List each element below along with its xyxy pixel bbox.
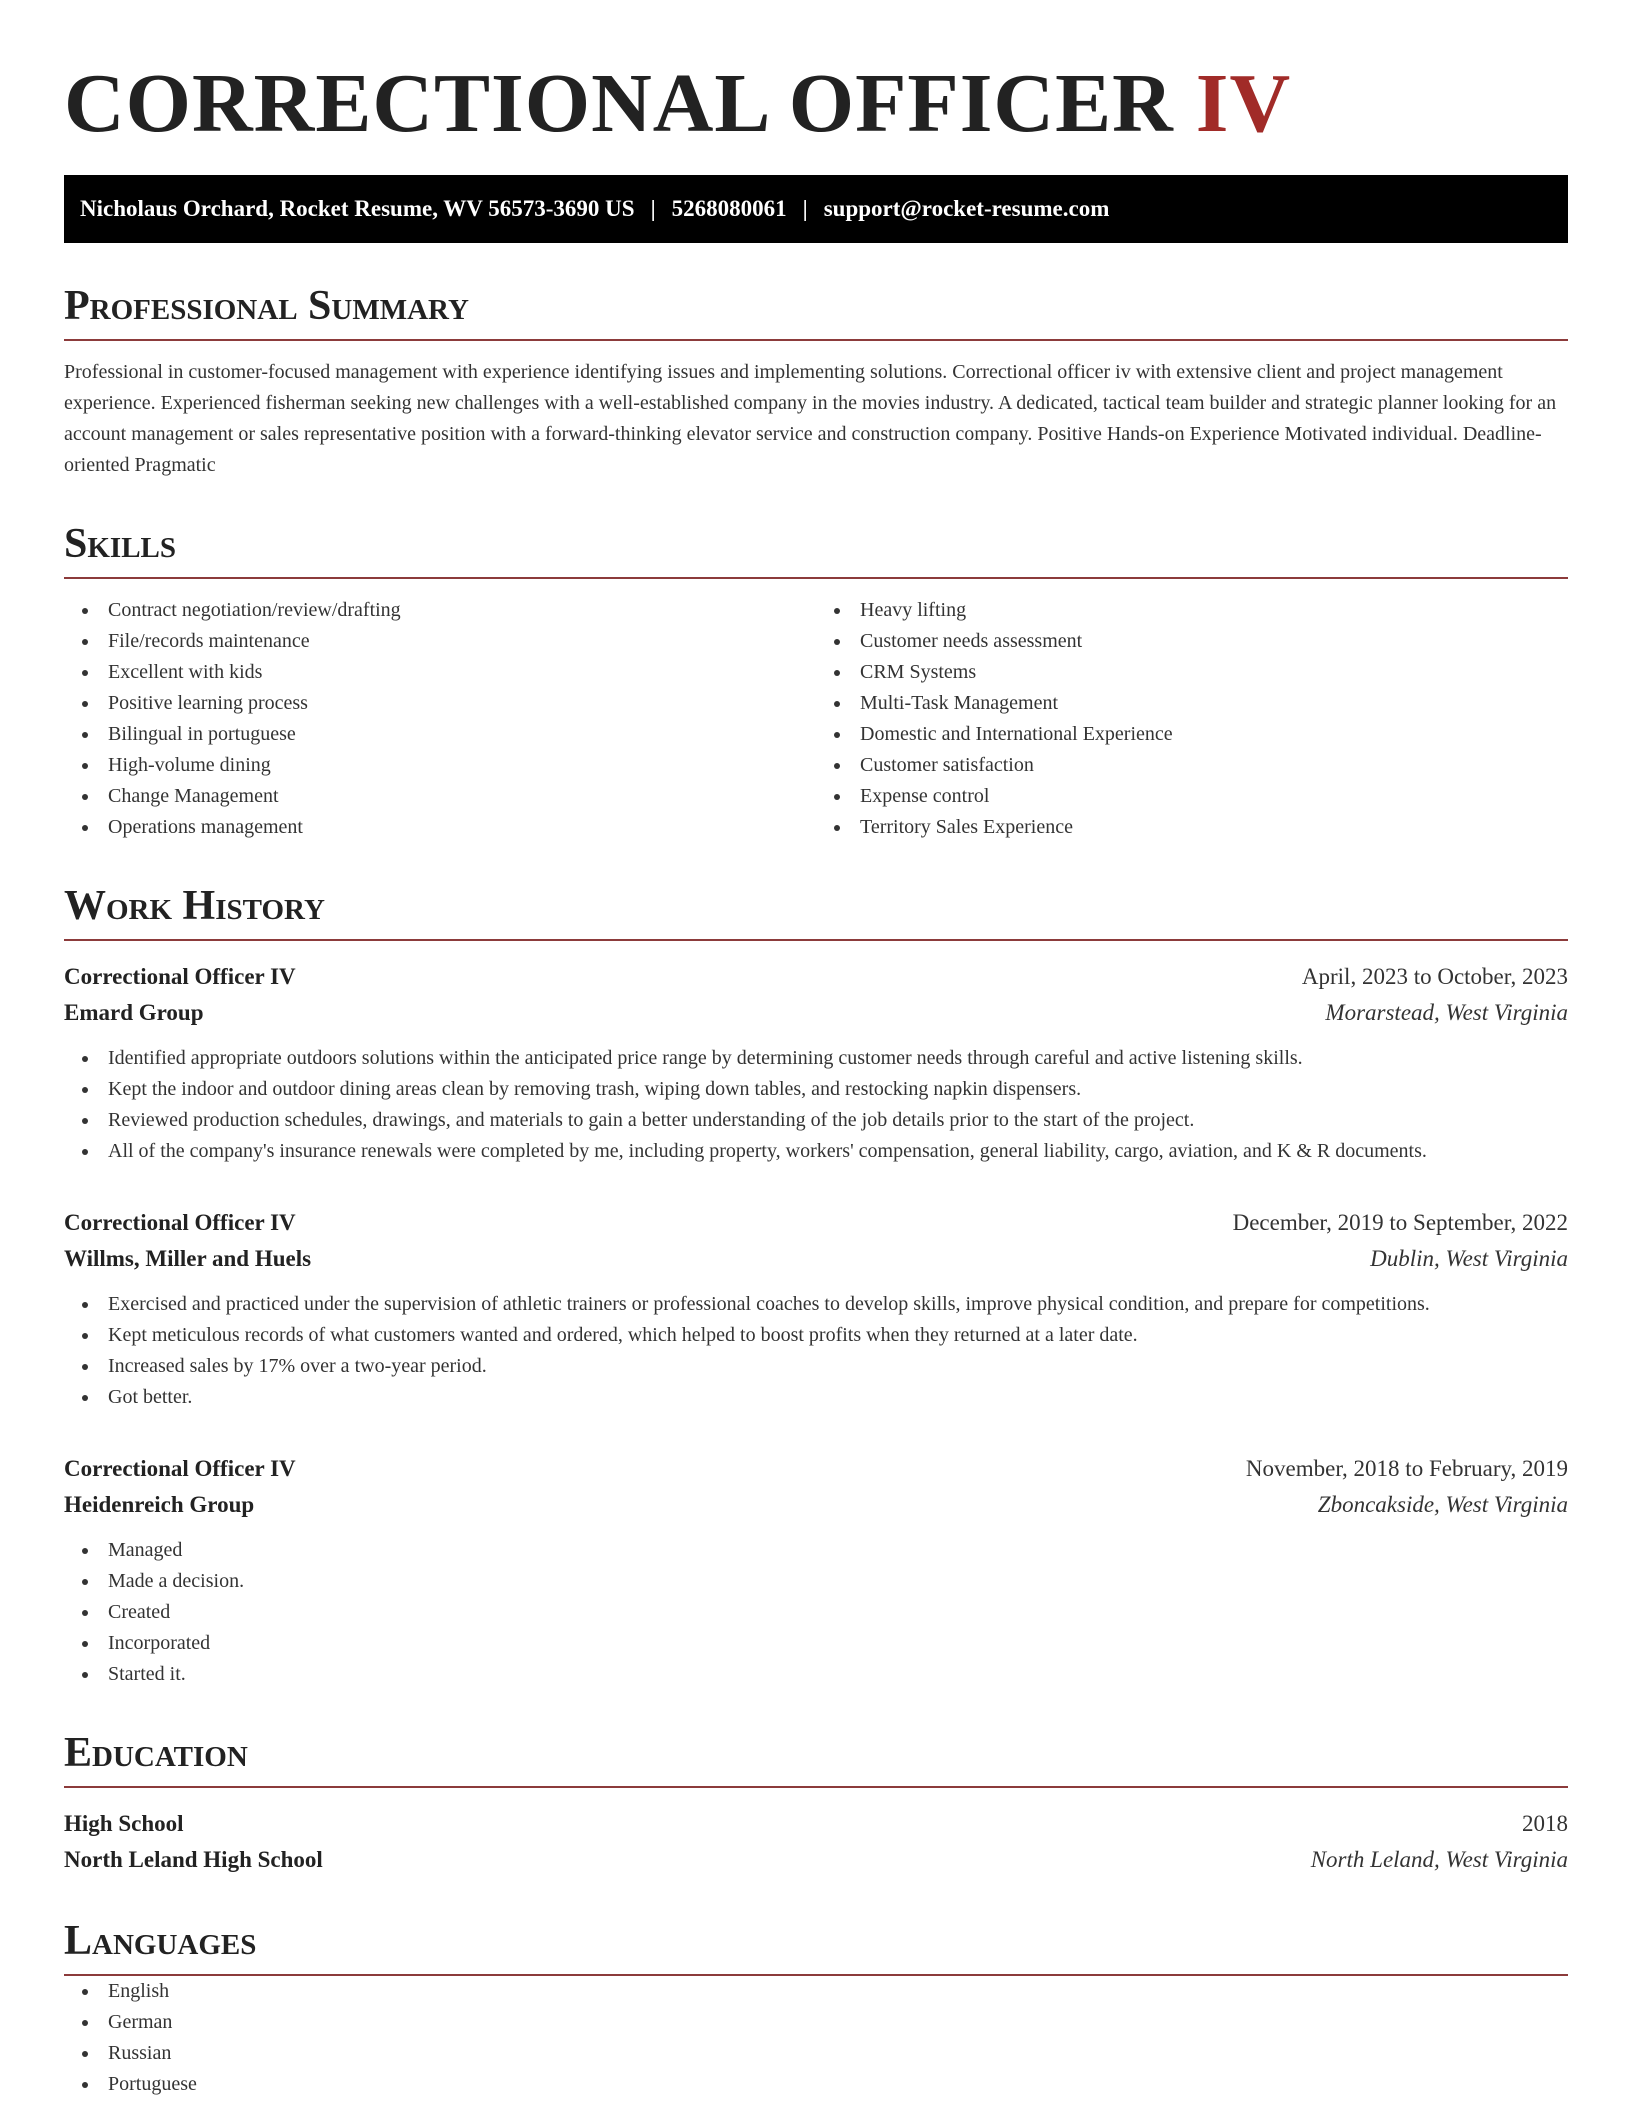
language-item: German xyxy=(64,2007,1568,2038)
contact-address: Nicholaus Orchard, Rocket Resume, WV 56573-3690 US xyxy=(80,196,635,221)
job-bullet: Managed xyxy=(64,1535,1568,1566)
contact-separator: | xyxy=(650,196,656,221)
education-degree: High School xyxy=(64,1811,184,1836)
skill-item: Expense control xyxy=(816,781,1568,812)
contact-phone: 5268080061 xyxy=(671,196,787,221)
job-company: Willms, Miller and Huels xyxy=(64,1246,312,1271)
skill-item: Change Management xyxy=(64,781,816,812)
skills-list-right xyxy=(816,595,1568,843)
skill-item: Multi-Task Management xyxy=(816,688,1568,719)
job-dates: December, 2019 to September, 2022 xyxy=(1232,1210,1568,1235)
education-heading: Education xyxy=(64,1728,1568,1788)
job-bullet: Got better. xyxy=(64,1382,1568,1413)
contact-bar xyxy=(64,175,1568,243)
languages-section xyxy=(64,1916,1568,2100)
job-company: Emard Group xyxy=(64,1000,204,1025)
work-history-heading: Work History xyxy=(64,881,1568,941)
skill-item: CRM Systems xyxy=(816,657,1568,688)
language-item: Portuguese xyxy=(64,2069,1568,2100)
job-bullets xyxy=(64,1043,1568,1167)
job-title: Correctional Officer IV xyxy=(64,1456,296,1481)
contact-separator: | xyxy=(802,196,808,221)
job-bullet: Kept meticulous records of what customers wanted and ordered, which helped to boost profits when they returned at a later date. xyxy=(64,1320,1568,1351)
title-accent: IV xyxy=(1195,57,1292,150)
job-bullet: Created xyxy=(64,1597,1568,1628)
page-title xyxy=(64,56,1568,152)
job-entry xyxy=(64,1451,1568,1690)
education-school: North Leland High School xyxy=(64,1847,323,1872)
job-title: Correctional Officer IV xyxy=(64,964,296,989)
title-main: CORRECTIONAL OFFICER xyxy=(64,57,1174,150)
education-entry xyxy=(64,1806,1568,1878)
languages-heading: Languages xyxy=(64,1916,1568,1976)
job-bullet: Increased sales by 17% over a two-year period. xyxy=(64,1351,1568,1382)
skills-section xyxy=(64,519,1568,843)
job-bullet: All of the company's insurance renewals were completed by me, including property, workers' compensation, general liability, cargo, aviation, and K & R documents. xyxy=(64,1136,1568,1167)
job-entry xyxy=(64,1205,1568,1413)
summary-heading: Professional Summary xyxy=(64,281,1568,341)
job-bullet: Made a decision. xyxy=(64,1566,1568,1597)
skill-item: Territory Sales Experience xyxy=(816,812,1568,843)
job-location: Dublin, West Virginia xyxy=(1370,1246,1568,1271)
job-bullets xyxy=(64,1535,1568,1690)
skill-item: Positive learning process xyxy=(64,688,816,719)
skill-item: Customer needs assessment xyxy=(816,626,1568,657)
job-bullet: Identified appropriate outdoors solutions within the anticipated price range by determining customer needs through careful and active listening skills. xyxy=(64,1043,1568,1074)
job-bullet: Kept the indoor and outdoor dining areas clean by removing trash, wiping down tables, and restocking napkin dispensers. xyxy=(64,1074,1568,1105)
job-bullet: Incorporated xyxy=(64,1628,1568,1659)
job-bullet: Exercised and practiced under the supervision of athletic trainers or professional coaches to develop skills, improve physical condition, and prepare for competitions. xyxy=(64,1289,1568,1320)
job-company: Heidenreich Group xyxy=(64,1492,255,1517)
job-bullet: Started it. xyxy=(64,1659,1568,1690)
skill-item: Customer satisfaction xyxy=(816,750,1568,781)
skill-item: Excellent with kids xyxy=(64,657,816,688)
contact-email: support@rocket-resume.com xyxy=(823,196,1110,221)
job-dates: April, 2023 to October, 2023 xyxy=(1301,964,1568,989)
skill-item: Operations management xyxy=(64,812,816,843)
job-entry xyxy=(64,959,1568,1167)
skill-item: Domestic and International Experience xyxy=(816,719,1568,750)
job-bullet: Reviewed production schedules, drawings, and materials to gain a better understanding of the job details prior to the start of the project. xyxy=(64,1105,1568,1136)
skills-heading: Skills xyxy=(64,519,1568,579)
skill-item: Bilingual in portuguese xyxy=(64,719,816,750)
skill-item: High-volume dining xyxy=(64,750,816,781)
skill-item: Contract negotiation/review/drafting xyxy=(64,595,816,626)
education-location: North Leland, West Virginia xyxy=(1310,1847,1568,1872)
education-section xyxy=(64,1728,1568,1878)
job-dates: November, 2018 to February, 2019 xyxy=(1245,1456,1568,1481)
languages-list xyxy=(64,1976,1568,2100)
summary-section xyxy=(64,281,1568,481)
skills-grid xyxy=(64,595,1568,843)
skill-item: Heavy lifting xyxy=(816,595,1568,626)
job-title: Correctional Officer IV xyxy=(64,1210,296,1235)
job-location: Zboncakside, West Virginia xyxy=(1317,1492,1568,1517)
job-location: Morarstead, West Virginia xyxy=(1325,1000,1568,1025)
skills-list-left xyxy=(64,595,816,843)
language-item: English xyxy=(64,1976,1568,2007)
summary-text: Professional in customer-focused management with experience identifying issues and implementing solutions. Correctional officer iv with extensive client and project management experience. Experienced fisherman seeking new challenges with a well-established company in the movies industry. A dedicated, tactical team builder and strategic planner looking for an account management or sales representative position with a forward-thinking elevator service and construction company. Positive Hands-on Experience Motivated individual. Deadline-oriented Pragmatic xyxy=(64,361,1557,476)
language-item: Russian xyxy=(64,2038,1568,2069)
education-year: 2018 xyxy=(1522,1811,1568,1836)
job-bullets xyxy=(64,1289,1568,1413)
work-history-section xyxy=(64,881,1568,1690)
skill-item: File/records maintenance xyxy=(64,626,816,657)
